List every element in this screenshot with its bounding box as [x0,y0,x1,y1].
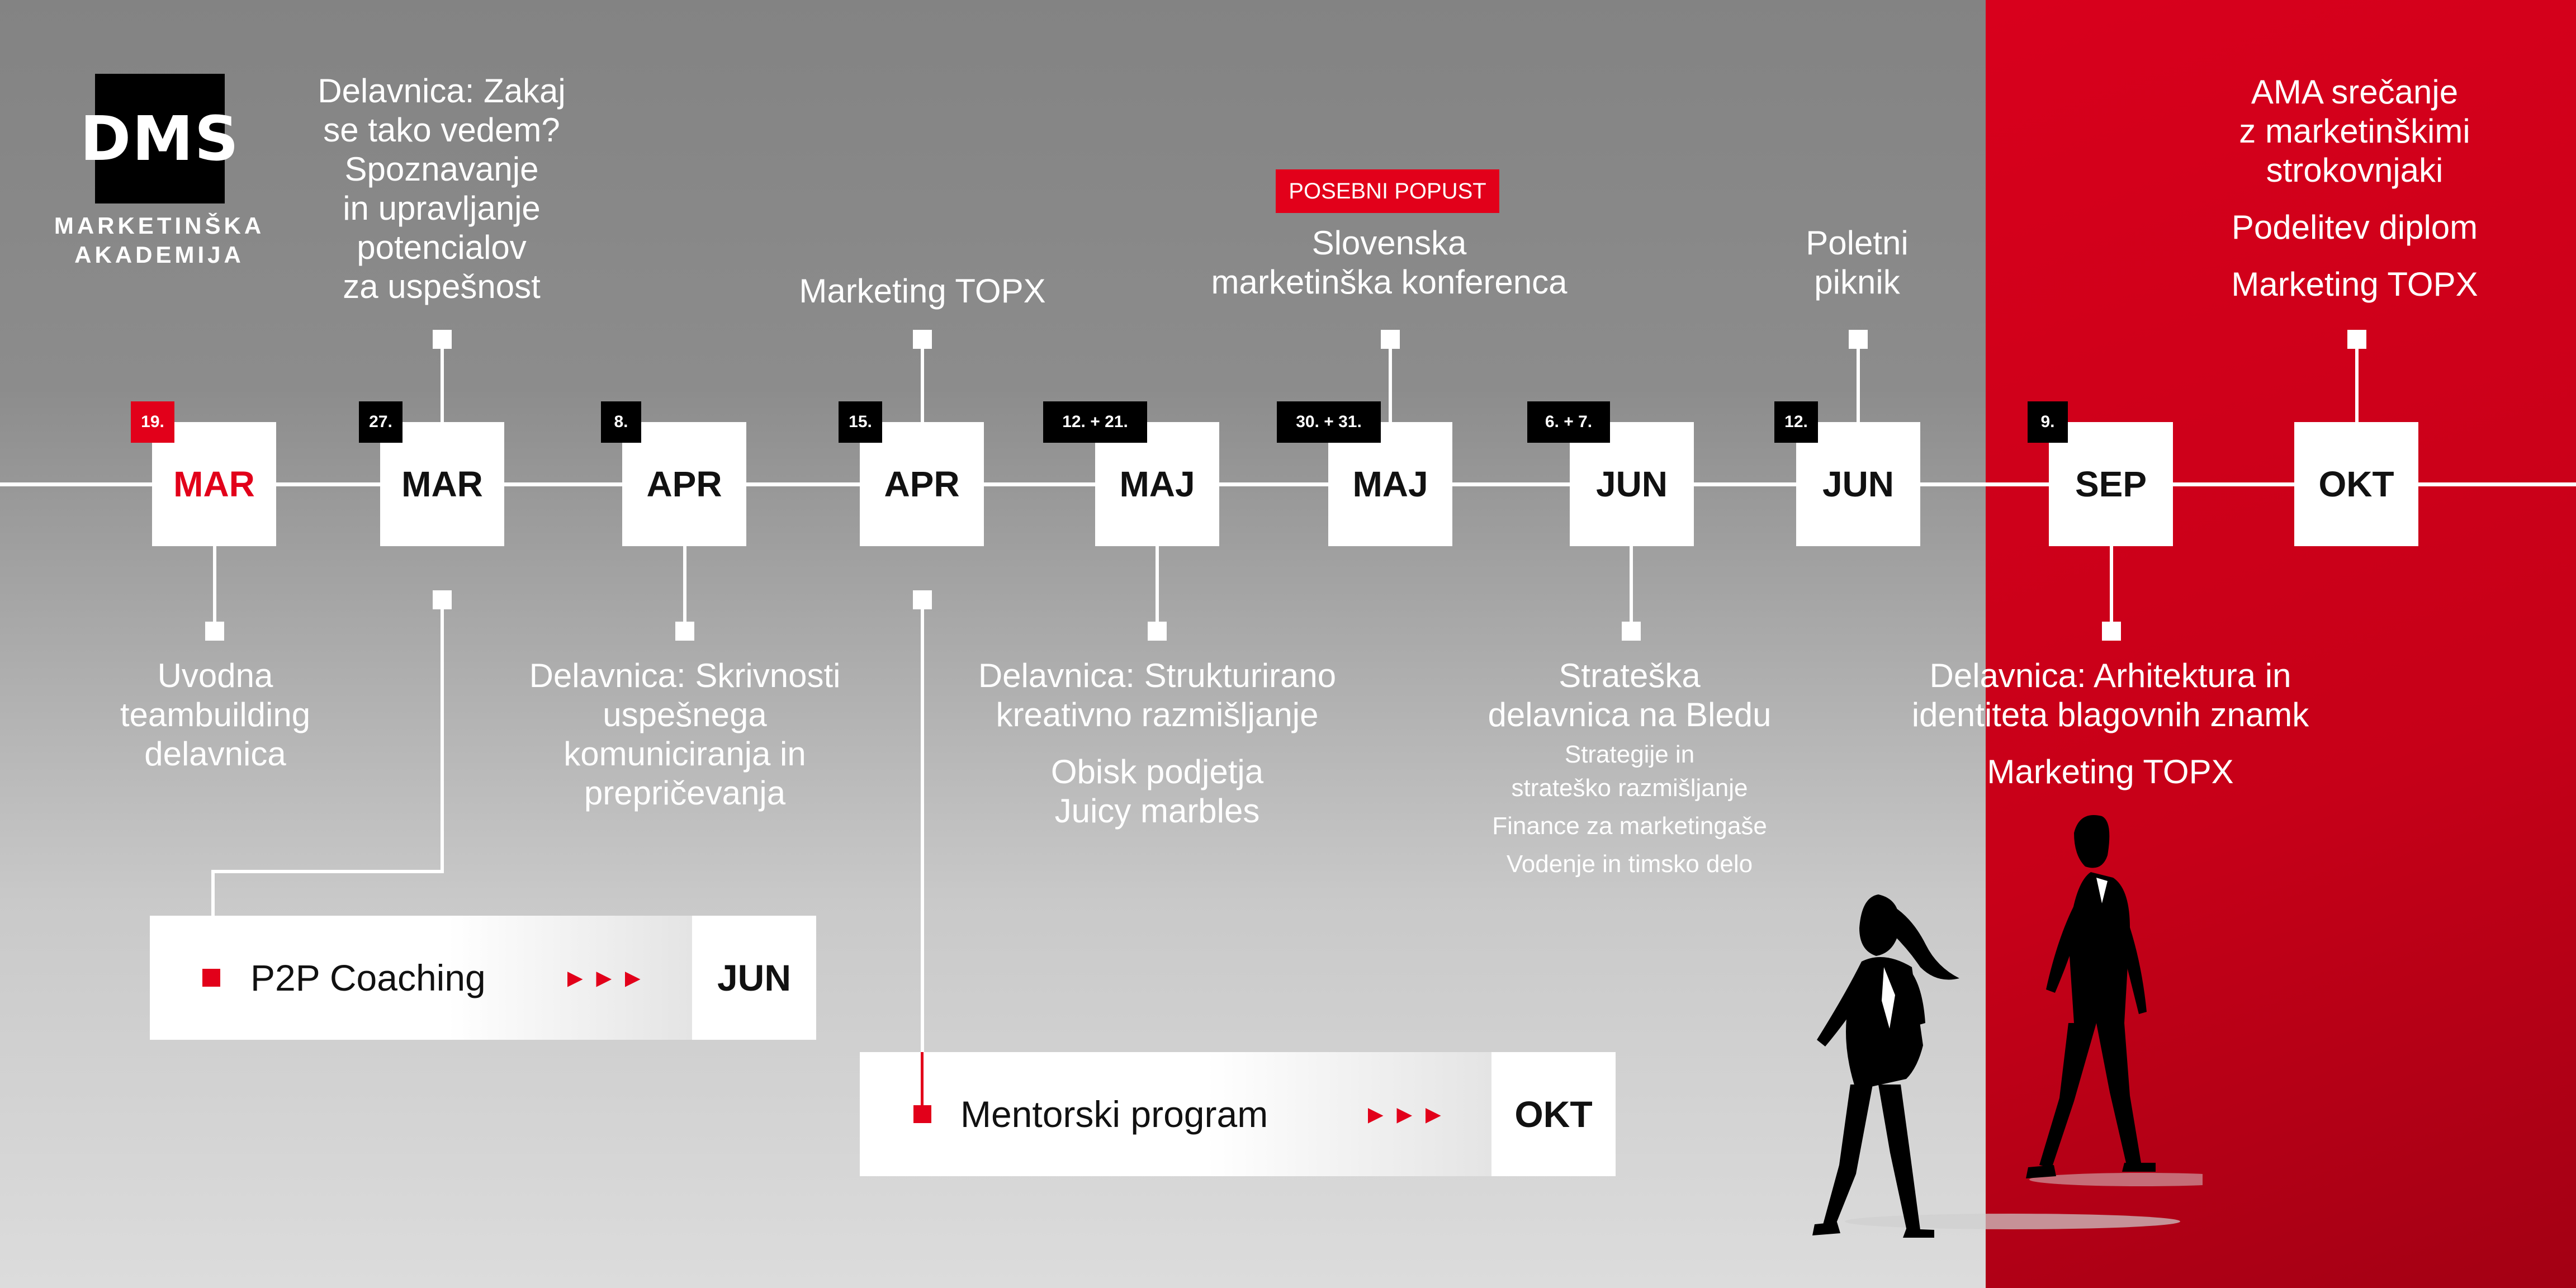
event-apr8-line: Delavnica: Skrivnosti [529,657,841,694]
woman-figure [1812,894,1959,1238]
program-p2p-end: JUN [692,916,816,1040]
stem-apr8 [683,546,686,624]
event-jun12-line: Poletni [1806,224,1909,262]
node-sep9 [2102,622,2121,641]
stem-jun6 [1630,546,1633,624]
event-mar27 [268,72,615,306]
event-apr15 [755,272,1090,311]
month-box-apr8: APR [622,422,746,546]
event-okt-line: AMA srečanje [2251,73,2459,111]
date-tag-maj12: 12. + 21. [1043,401,1147,443]
logo-line-2: AKADEMIJA [74,242,244,268]
event-okt-line: z marketinškimi [2239,112,2470,150]
program-mentor-arrows-icon: ►►► [1363,1100,1450,1129]
program-mentor [860,1052,1491,1176]
event-mar27-line: Spoznavanje [344,150,539,188]
date-tag-jun6: 6. + 7. [1527,401,1610,443]
node-jun12 [1849,330,1868,349]
dms-logo [80,74,240,203]
node-mar19 [205,622,224,641]
event-maj12-line: Obisk podjetja [1050,753,1264,790]
event-jun6-line: Vodenje in timsko delo [1506,850,1753,878]
stem-mar27 [441,339,444,423]
date-tag-mar19: 19. [131,401,174,443]
event-sep9-line: Marketing TOPX [1987,753,2234,790]
month-box-maj30: MAJ [1328,422,1452,546]
event-maj12-line: kreativno razmišljanje [996,696,1319,733]
event-mar27-line: se tako vedem? [323,111,560,149]
event-okt-line: Marketing TOPX [2231,266,2478,303]
event-jun12-line: piknik [1814,263,1900,301]
event-apr8-line: prepričevanja [584,774,786,812]
event-mar27-line: za uspešnost [343,268,541,305]
connector-p2p-vertical [441,599,444,873]
event-sep9 [1845,656,2376,792]
month-box-okt: OKT [2294,422,2418,546]
event-sep9-line: identiteta blagovnih znamk [1911,696,2309,733]
month-box-sep9: SEP [2049,422,2173,546]
event-apr15-line: Marketing TOPX [799,272,1046,310]
node-maj12 [1148,622,1167,641]
date-tag-apr8: 8. [601,401,641,443]
event-jun6-line: delavnica na Bledu [1488,696,1772,733]
stem-apr15 [921,339,924,423]
program-mentor-end: OKT [1491,1052,1616,1176]
event-jun6-line: Strategije in [1564,741,1695,768]
stem-mar19 [213,546,216,624]
month-box-apr15: APR [860,422,984,546]
month-box-jun6: JUN [1570,422,1694,546]
connector-p2p-horizontal [211,870,444,873]
event-okt [2159,73,2550,304]
node-apr8 [675,622,694,641]
walking-people-illustration [1778,794,2203,1286]
event-mar27-line: Delavnica: Zakaj [318,72,566,110]
node-jun6 [1622,622,1641,641]
spacer [906,735,1409,752]
month-box-maj12: MAJ [1095,422,1219,546]
date-tag-apr15: 15. [839,401,882,443]
stem-maj12 [1156,546,1159,624]
date-tag-sep9: 9. [2028,401,2068,443]
node-apr15 [913,330,932,349]
spacer [2159,247,2550,265]
event-jun12 [1723,224,1991,302]
stem-okt [2355,339,2359,423]
event-sep9-line: Delavnica: Arhitektura in [1929,657,2291,694]
event-maj12 [906,656,1409,831]
event-mar27-line: in upravljanje [343,190,541,227]
date-tag-mar27: 27. [359,401,402,443]
program-p2p-marker [202,969,220,987]
program-mentor-label: Mentorski program [960,1093,1268,1135]
node-maj30 [1381,330,1400,349]
event-okt-line: strokovnjaki [2266,151,2444,189]
event-apr8-line: uspešnega [603,696,767,733]
node-mar27 [433,330,452,349]
event-mar19 [67,656,363,774]
spacer [1845,735,2376,752]
logo-line-1: MARKETINŠKA [54,212,265,239]
connector-p2p-drop [211,870,215,917]
event-maj30-line: Slovenska [1311,224,1467,262]
month-box-mar19: MAR [152,422,276,546]
event-mar19-line: Uvodna [157,657,273,694]
event-jun6-line: strateško razmišljanje [1511,774,1748,802]
date-tag-maj30: 30. + 31. [1277,401,1381,443]
date-tag-jun12: 12. [1774,401,1818,443]
program-p2p-arrows-icon: ►►► [562,963,649,992]
event-jun6-line: Finance za marketingaše [1492,812,1767,840]
event-okt-line: Podelitev diplom [2231,209,2478,246]
event-mar19-line: delavnica [144,735,286,773]
event-mar27-line: potencialov [357,229,527,266]
program-p2p-label: P2P Coaching [250,957,486,998]
event-apr8 [470,656,900,813]
month-box-mar27: MAR [380,422,504,546]
event-apr8-line: komuniciranja in [564,735,806,773]
program-mentor-connector [921,1052,924,1111]
event-maj30-line: marketinška konferenca [1211,263,1568,301]
stem-jun12 [1857,339,1860,423]
program-p2p [150,916,692,1040]
node-okt [2347,330,2366,349]
stem-maj30 [1389,339,1392,423]
event-maj12-line: Juicy marbles [1054,792,1260,830]
logo-mark: DMS [80,103,240,174]
month-box-jun12: JUN [1796,422,1920,546]
special-discount-badge: POSEBNI POPUST [1276,169,1499,213]
stem-sep9 [2110,546,2113,624]
event-maj30 [1118,224,1660,302]
event-maj12-line: Delavnica: Strukturirano [978,657,1337,694]
spacer [2159,190,2550,208]
program-mentor-marker [913,1105,931,1123]
event-mar19-line: teambuilding [120,696,311,733]
event-jun6-line: Strateška [1559,657,1701,694]
man-figure [2026,815,2156,1178]
